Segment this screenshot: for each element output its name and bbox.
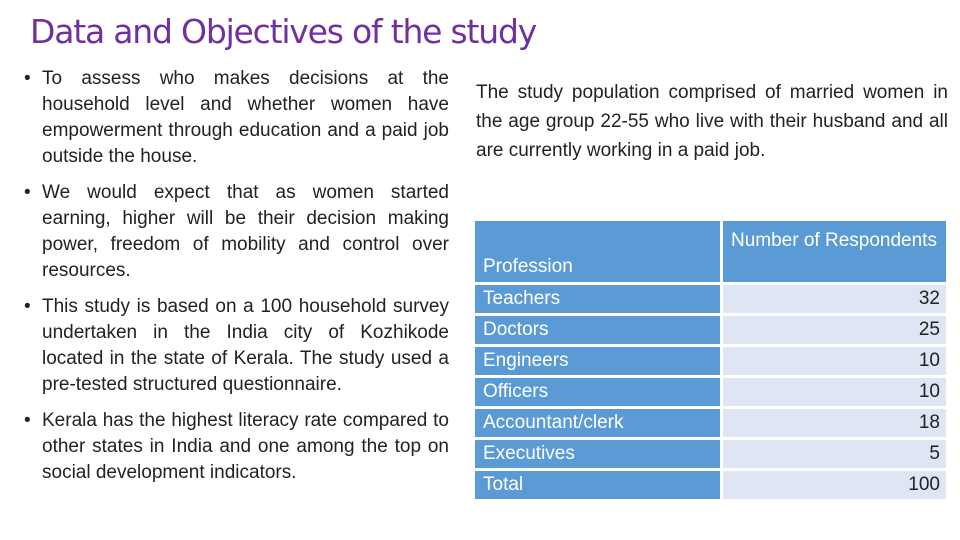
profession-cell: Engineers — [475, 347, 720, 375]
bullet-item: • To assess who makes decisions at the household level and whether women have empowerment through education and a paid job outside the house. — [22, 66, 449, 170]
profession-cell: Officers — [475, 378, 720, 406]
bullet-item: • This study is based on a 100 household survey undertaken in the India city of Kozhikode located in the state of Kerala. The study used a pre-tested structured questionnaire. — [22, 294, 449, 398]
count-cell: 10 — [723, 347, 946, 375]
count-cell: 10 — [723, 378, 946, 406]
slide-title: Data and Objectives of the study — [30, 12, 537, 51]
table-row-total — [475, 471, 946, 499]
table-row — [475, 347, 946, 375]
count-cell: 100 — [723, 471, 946, 499]
count-cell: 25 — [723, 316, 946, 344]
table-row — [475, 440, 946, 468]
bullet-item: • Kerala has the highest literacy rate compared to other states in India and one among the top on social development indicators. — [22, 408, 449, 486]
table-row — [475, 285, 946, 313]
study-population-text: The study population comprised of married women in the age group 22-55 who live with their husband and all are currently working in a paid job. — [476, 82, 948, 161]
table-row — [475, 316, 946, 344]
count-cell: 18 — [723, 409, 946, 437]
objectives-list — [22, 66, 449, 496]
profession-cell: Executives — [475, 440, 720, 468]
profession-cell: Doctors — [475, 316, 720, 344]
bullet-item: • We would expect that as women started earning, higher will be their decision making power, freedom of mobility and control over resources. — [22, 180, 449, 284]
table-header-row — [475, 221, 946, 282]
header-respondents: Number of Respondents — [723, 221, 946, 282]
profession-cell: Total — [475, 471, 720, 499]
count-cell: 32 — [723, 285, 946, 313]
count-cell: 5 — [723, 440, 946, 468]
table-row — [475, 378, 946, 406]
profession-cell: Teachers — [475, 285, 720, 313]
header-profession: Profession — [475, 221, 720, 282]
table-row — [475, 409, 946, 437]
respondents-table — [472, 218, 949, 502]
profession-cell: Accountant/clerk — [475, 409, 720, 437]
